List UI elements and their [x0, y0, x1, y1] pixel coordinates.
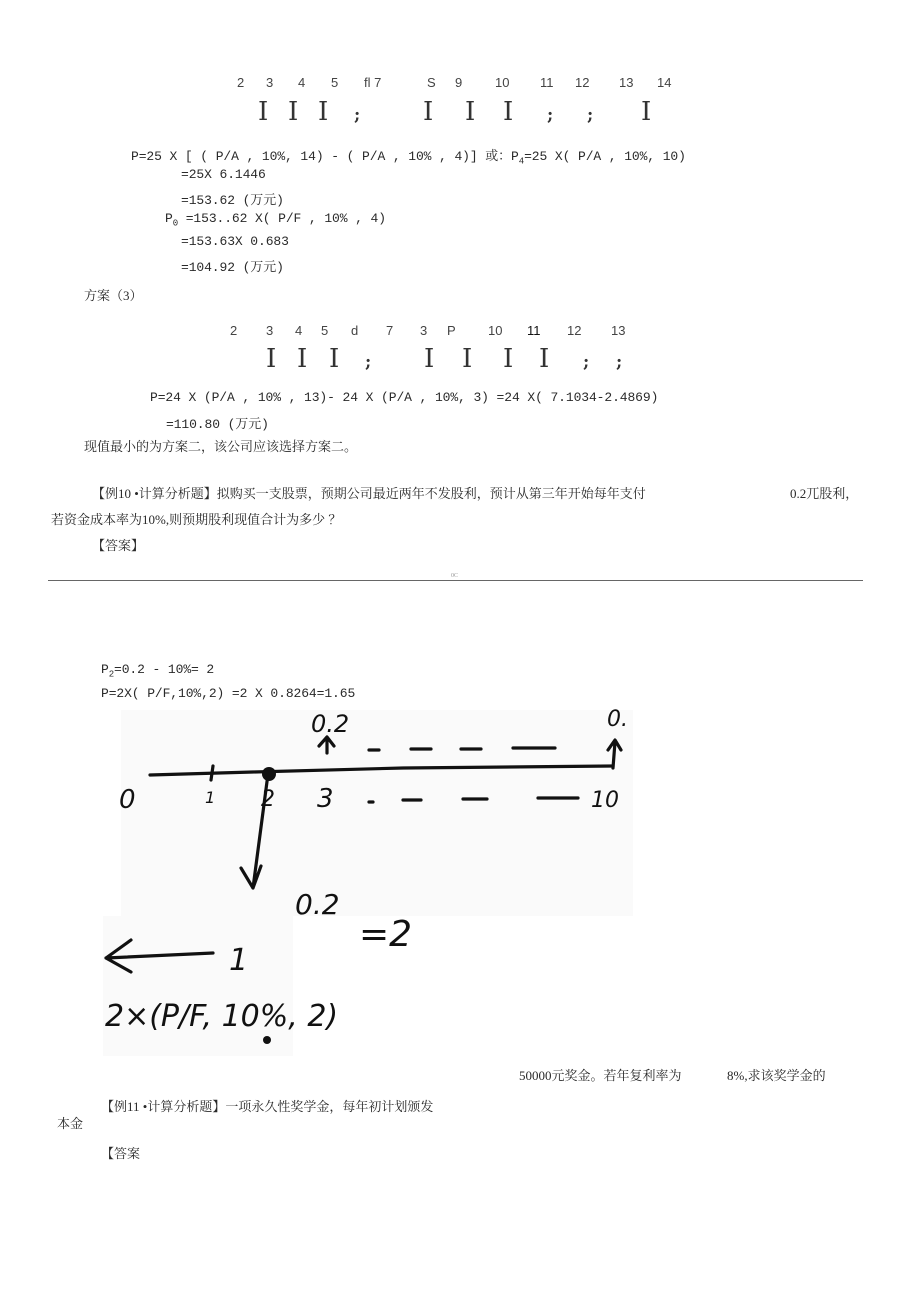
- formula-1-line-3: =153.62 (万元): [181, 193, 284, 208]
- timeline-label: 2: [237, 75, 245, 90]
- formula-1-line-2: =25X 6.1446: [181, 167, 266, 182]
- timeline-tick: I: [288, 97, 299, 127]
- timeline-tick: I: [258, 97, 269, 127]
- timeline-label: 11: [527, 323, 541, 338]
- sketch-equals-2: =2: [359, 914, 413, 955]
- timeline-gap: ;: [365, 352, 372, 372]
- formula-1-line-1: P=25 X [ ( P/A , 10%, 14) - ( P/A , 10% , 4)] 或：$P_4=25$ X( P/A , 10%, 10): [131, 149, 686, 167]
- example-11-right-text: 50000元奖金。若年复利率为: [519, 1068, 682, 1083]
- timeline-label: 4: [295, 323, 303, 338]
- timeline-label: S: [427, 75, 436, 90]
- example-10-question-right: 0.2兀股利，: [790, 486, 859, 501]
- timeline-label: 12: [567, 323, 582, 338]
- sketch-dot: [263, 1036, 271, 1044]
- timeline-gap: ;: [583, 352, 590, 372]
- sketch-label-3: 3: [317, 784, 334, 814]
- formula-2-line-2: =110.80 (万元): [166, 417, 269, 432]
- timeline-tick: I: [462, 344, 473, 374]
- sketch-formula: 2×(P/F, 10%, 2): [105, 999, 339, 1034]
- solution-10-line-1: $P_2=0.2 - 10\%= 2$: [101, 662, 215, 680]
- timeline-label: 9: [455, 75, 463, 90]
- sketch-tick-1: [211, 766, 213, 780]
- timeline-2-marks: [0, 344, 920, 376]
- timeline-label: 7: [386, 323, 394, 338]
- example-11-answer-label: 【答案: [101, 1146, 141, 1161]
- timeline-1-labels: [0, 75, 920, 93]
- formula-1-line-4: $P_0 =153..62$ X( P/F , 10% , 4): [165, 211, 386, 229]
- example-11-question-cont: 本金: [57, 1116, 84, 1131]
- timeline-1-marks: [0, 97, 920, 129]
- sketch-bottom-1: 1: [229, 943, 249, 978]
- timeline-label: 14: [657, 75, 672, 90]
- timeline-label: 5: [321, 323, 329, 338]
- timeline-tick: I: [297, 344, 308, 374]
- plan-3-label: 方案（3）: [84, 288, 143, 303]
- timeline-label: fl 7: [364, 75, 382, 90]
- timeline-gap: ;: [547, 105, 554, 125]
- timeline-gap: ;: [354, 105, 361, 125]
- example-10-question-line-1: 【例10 •计算分析题】拟购买一支股票，预期公司最近两年不发股利，预计从第三年开始每年支付: [92, 486, 646, 501]
- handwritten-timeline-sketch: [103, 708, 643, 1063]
- example-10-question-line-2: 若资金成本率为10%,则预期股利现值合计为多少 ？: [51, 512, 342, 527]
- page-divider: [48, 580, 863, 581]
- formula-1-line-6: =104.92 (万元): [181, 260, 284, 275]
- timeline-label: 3: [266, 75, 274, 90]
- timeline-tick: I: [465, 97, 476, 127]
- timeline-label: 10: [495, 75, 510, 90]
- timeline-tick: I: [641, 97, 652, 127]
- example-11-question: 【例11 •计算分析题】一项永久性奖学金，每年初计划颁发: [101, 1099, 434, 1114]
- sketch-top-value-end: 0.: [607, 708, 628, 732]
- timeline-label: d: [351, 323, 359, 338]
- timeline-label: 10: [488, 323, 503, 338]
- timeline-label: 13: [611, 323, 626, 338]
- timeline-label: 4: [298, 75, 306, 90]
- timeline-tick: I: [423, 97, 434, 127]
- solution-10-line-2: P=2X( P/F,10%,2) =2 X 0.8264=1.65: [101, 686, 356, 701]
- sketch-mid-value: 0.2: [295, 888, 340, 921]
- sketch-point-2: [262, 767, 276, 781]
- sketch-background: [121, 710, 633, 916]
- timeline-label: 3: [420, 323, 428, 338]
- timeline-label: 12: [575, 75, 590, 90]
- timeline-label: 3: [266, 323, 274, 338]
- page-footer-mark: 0C: [451, 573, 459, 579]
- sketch-label-10: 10: [591, 788, 619, 813]
- timeline-tick: I: [329, 344, 340, 374]
- sketch-background-lower: [103, 916, 293, 1056]
- timeline-label: P: [447, 323, 456, 338]
- timeline-2-labels: [0, 323, 920, 341]
- formula-1-line-5: =153.63X 0.683: [181, 234, 289, 249]
- timeline-gap: ;: [616, 352, 623, 372]
- timeline-tick: I: [424, 344, 435, 374]
- timeline-label: 13: [619, 75, 634, 90]
- timeline-label: 11: [540, 75, 554, 90]
- timeline-tick: I: [266, 344, 277, 374]
- timeline-label: 5: [331, 75, 339, 90]
- sketch-label-2: 2: [261, 787, 275, 812]
- example-10-answer-label: 【答案】: [92, 538, 145, 553]
- timeline-gap: ;: [587, 105, 594, 125]
- sketch-top-value: 0.2: [311, 710, 350, 738]
- example-11-right-rate: 8%,求该奖学金的: [727, 1068, 826, 1083]
- timeline-tick: I: [539, 344, 550, 374]
- timeline-tick: I: [503, 97, 514, 127]
- conclusion-text: 现值最小的为方案二，该公司应该选择方案二。: [84, 439, 358, 454]
- sketch-label-0: 0: [119, 785, 136, 815]
- formula-2-line-1: P=24 X (P/A , 10% , 13)- 24 X (P/A , 10%, 3) =24 X( 7.1034-2.4869): [150, 390, 659, 405]
- sketch-label-1: 1: [205, 788, 216, 807]
- timeline-tick: I: [503, 344, 514, 374]
- timeline-tick: I: [318, 97, 329, 127]
- timeline-label: 2: [230, 323, 238, 338]
